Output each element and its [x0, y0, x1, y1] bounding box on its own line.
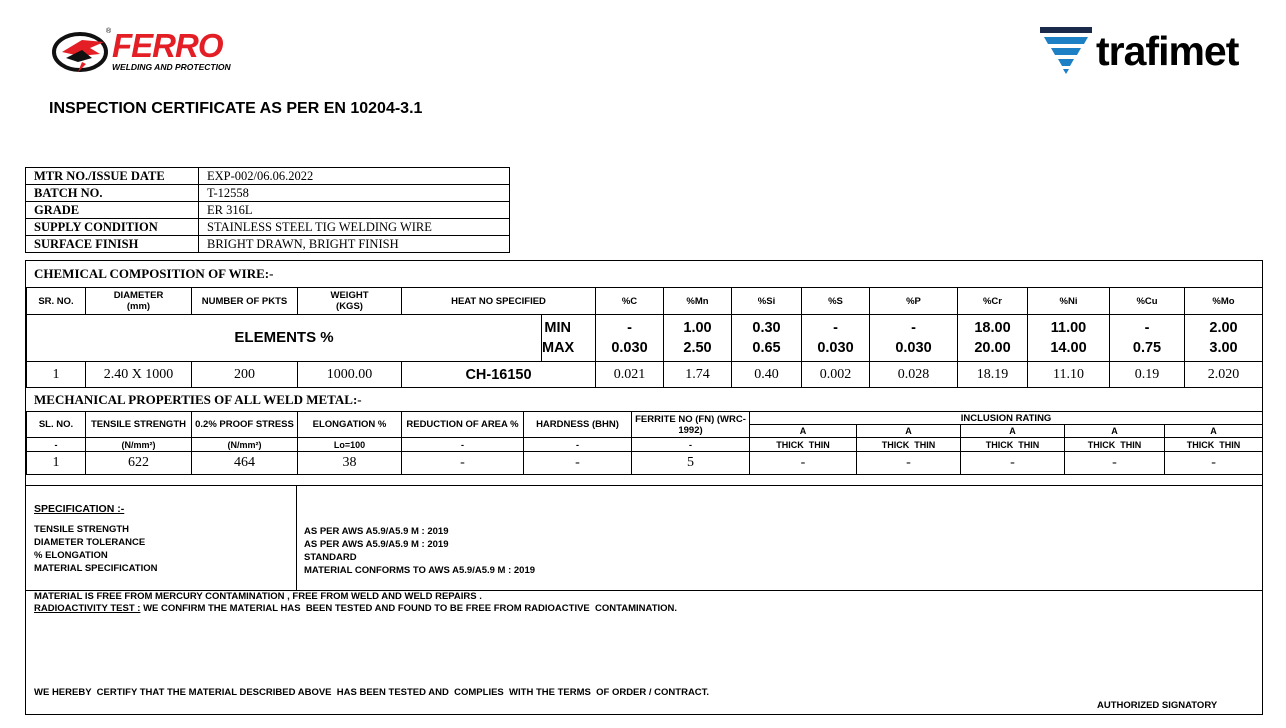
max-value: 0.75 [1132, 340, 1162, 356]
col-element: %C [596, 288, 664, 315]
tensile-value: 622 [86, 452, 192, 475]
inclusion-value: - [857, 452, 961, 475]
min-value: 11.00 [1050, 320, 1087, 336]
thick-thin: THICK THIN [1065, 438, 1165, 452]
sr-value: 1 [27, 362, 86, 388]
spec-values [304, 525, 535, 577]
col-element: %Si [732, 288, 802, 315]
diameter-label: DIAMETER [113, 290, 164, 301]
proof-value: 464 [192, 452, 298, 475]
ferro-tagline: WELDING AND PROTECTION [112, 62, 231, 72]
col-element: %P [870, 288, 958, 315]
heat-value: CH-16150 [402, 362, 596, 388]
max-value: 0.030 [611, 340, 648, 356]
limit-cell [596, 315, 664, 362]
col-elongation: ELONGATION % [298, 412, 402, 438]
max-value: 14.00 [1050, 340, 1087, 356]
authorized-signatory: AUTHORIZED SIGNATORY [1097, 700, 1218, 711]
trafimet-brand: trafimet [1096, 28, 1239, 74]
info-value: STAINLESS STEEL TIG WELDING WIRE [199, 219, 510, 236]
max-value: 0.030 [895, 340, 932, 356]
info-label: GRADE [26, 202, 199, 219]
element-value: 2.020 [1185, 362, 1263, 388]
info-row [26, 219, 510, 236]
limit-cell [1028, 315, 1110, 362]
max-value: 0.030 [817, 340, 854, 356]
trafimet-emblem-icon [1040, 27, 1092, 79]
col-hardness: HARDNESS (BHN) [524, 412, 632, 438]
max-value: 20.00 [974, 340, 1011, 356]
limit-cell [664, 315, 732, 362]
min-value: - [1144, 320, 1150, 336]
diameter-unit: (mm) [126, 301, 151, 312]
info-table [25, 167, 510, 253]
unit-reduction: - [402, 438, 524, 452]
unit-ferrite: - [632, 438, 750, 452]
mechanical-section-title: MECHANICAL PROPERTIES OF ALL WELD METAL:- [34, 392, 362, 407]
info-value: ER 316L [199, 202, 510, 219]
min-label: MIN [544, 320, 571, 336]
max-value: 2.50 [683, 340, 712, 356]
unit-elongation: Lo=100 [298, 438, 402, 452]
col-element: %S [802, 288, 870, 315]
inclusion-a: A [1065, 425, 1165, 438]
spec-label: TENSILE STRENGTH [34, 524, 130, 535]
info-row [26, 168, 510, 185]
limit-cell [1185, 315, 1263, 362]
unit-sl: - [27, 438, 86, 452]
col-sl-no: SL. NO. [27, 412, 86, 438]
thick-thin: THICK THIN [857, 438, 961, 452]
specification-block [26, 485, 1262, 591]
info-label: MTR NO./ISSUE DATE [26, 168, 199, 185]
spec-value: MATERIAL CONFORMS TO AWS A5.9/A5.9 M : 2019 [304, 565, 536, 576]
unit-proof: (N/mm²) [192, 438, 298, 452]
col-reduction: REDUCTION OF AREA % [402, 412, 524, 438]
inclusion-a: A [857, 425, 961, 438]
inclusion-a: A [750, 425, 857, 438]
spec-label: % ELONGATION [34, 550, 108, 561]
ferro-emblem-icon [52, 28, 112, 74]
col-heat: HEAT NO SPECIFIED [402, 288, 596, 315]
max-value: 0.65 [752, 340, 781, 356]
inclusion-value: - [750, 452, 857, 475]
certify-statement: WE HEREBY CERTIFY THAT THE MATERIAL DESCRIBED ABOVE HAS BEEN TESTED AND COMPLIES WITH THE TERMS OF ORDER / CONTRACT. [34, 687, 710, 698]
chemical-table [26, 287, 1263, 388]
limit-cell [802, 315, 870, 362]
col-sr-no: SR. NO. [27, 288, 86, 315]
min-value: - [911, 320, 916, 336]
thick-thin: THICK THIN [961, 438, 1065, 452]
certificate-body [25, 260, 1263, 715]
spec-title: SPECIFICATION :- [34, 503, 125, 515]
col-element: %Cr [958, 288, 1028, 315]
col-weight [298, 288, 402, 315]
spec-value: AS PER AWS A5.9/A5.9 M : 2019 [304, 539, 449, 550]
thick-thin: THICK THIN [1165, 438, 1263, 452]
limit-cell [1110, 315, 1185, 362]
inclusion-a: A [1165, 425, 1263, 438]
weight-label: WEIGHT [330, 290, 369, 301]
element-value: 0.40 [732, 362, 802, 388]
diameter-value: 2.40 X 1000 [86, 362, 192, 388]
max-label: MAX [542, 340, 575, 356]
spec-label: MATERIAL SPECIFICATION [34, 563, 158, 574]
info-value: BRIGHT DRAWN, BRIGHT FINISH [199, 236, 510, 253]
unit-hardness: - [524, 438, 632, 452]
min-value: - [833, 320, 838, 336]
min-value: 2.00 [1209, 320, 1238, 336]
element-value: 11.10 [1028, 362, 1110, 388]
elongation-value: 38 [298, 452, 402, 475]
element-value: 1.74 [664, 362, 732, 388]
page-title: INSPECTION CERTIFICATE AS PER EN 10204-3.1 [49, 100, 423, 117]
elements-label: ELEMENTS % [27, 315, 542, 362]
limit-cell [732, 315, 802, 362]
element-value: 0.002 [802, 362, 870, 388]
mechanical-table [26, 411, 1263, 475]
spec-label: DIAMETER TOLERANCE [34, 537, 146, 548]
max-value: 3.00 [1209, 340, 1238, 356]
unit-tensile: (N/mm²) [86, 438, 192, 452]
col-element: %Mn [664, 288, 732, 315]
inclusion-value: - [1165, 452, 1263, 475]
info-row [26, 185, 510, 202]
element-value: 0.028 [870, 362, 958, 388]
min-max-label [542, 315, 596, 362]
col-pkts: NUMBER OF PKTS [192, 288, 298, 315]
col-proof: 0.2% PROOF STRESS [192, 412, 298, 438]
info-value: EXP-002/06.06.2022 [199, 168, 510, 185]
inclusion-value: - [961, 452, 1065, 475]
thick-thin: THICK THIN [750, 438, 857, 452]
col-inclusion: INCLUSION RATING [750, 412, 1263, 425]
sl-value: 1 [27, 452, 86, 475]
registered-mark: ® [106, 28, 112, 35]
inclusion-a: A [961, 425, 1065, 438]
spec-divider [296, 486, 297, 590]
element-value: 18.19 [958, 362, 1028, 388]
info-label: BATCH NO. [26, 185, 199, 202]
col-element: %Mo [1185, 288, 1263, 315]
spec-labels [34, 523, 158, 575]
col-tensile: TENSILE STRENGTH [86, 412, 192, 438]
info-label: SURFACE FINISH [26, 236, 199, 253]
col-element: %Ni [1028, 288, 1110, 315]
min-value: 18.00 [974, 320, 1011, 336]
limit-cell [958, 315, 1028, 362]
element-value: 0.19 [1110, 362, 1185, 388]
chemical-section-title: CHEMICAL COMPOSITION OF WIRE:- [34, 266, 274, 281]
info-row [26, 202, 510, 219]
min-value: - [627, 320, 632, 336]
weight-value: 1000.00 [298, 362, 402, 388]
col-element: %Cu [1110, 288, 1185, 315]
ferrite-value: 5 [632, 452, 750, 475]
limit-cell [870, 315, 958, 362]
mercury-note: MATERIAL IS FREE FROM MERCURY CONTAMINATION , FREE FROM WELD AND WELD REPAIRS . [34, 591, 482, 602]
ferro-brand: FERRO [112, 27, 223, 64]
min-value: 1.00 [683, 320, 712, 336]
info-value: T-12558 [199, 185, 510, 202]
col-ferrite: FERRITE NO (FN) (WRC-1992) [632, 412, 750, 438]
hardness-value: - [524, 452, 632, 475]
spec-value: AS PER AWS A5.9/A5.9 M : 2019 [304, 526, 449, 537]
inclusion-value: - [1065, 452, 1165, 475]
weight-unit: (KGS) [336, 301, 363, 312]
pkts-value: 200 [192, 362, 298, 388]
col-diameter [86, 288, 192, 315]
info-row [26, 236, 510, 253]
radio-label: RADIOACTIVITY TEST : [34, 603, 141, 614]
info-label: SUPPLY CONDITION [26, 219, 199, 236]
radio-text: WE CONFIRM THE MATERIAL HAS BEEN TESTED AND FOUND TO BE FREE FROM RADIOACTIVE CONTAMINATION. [140, 603, 678, 614]
spec-value: STANDARD [304, 552, 357, 563]
reduction-value: - [402, 452, 524, 475]
radioactivity-note [34, 603, 677, 615]
min-value: 0.30 [752, 320, 781, 336]
element-value: 0.021 [596, 362, 664, 388]
